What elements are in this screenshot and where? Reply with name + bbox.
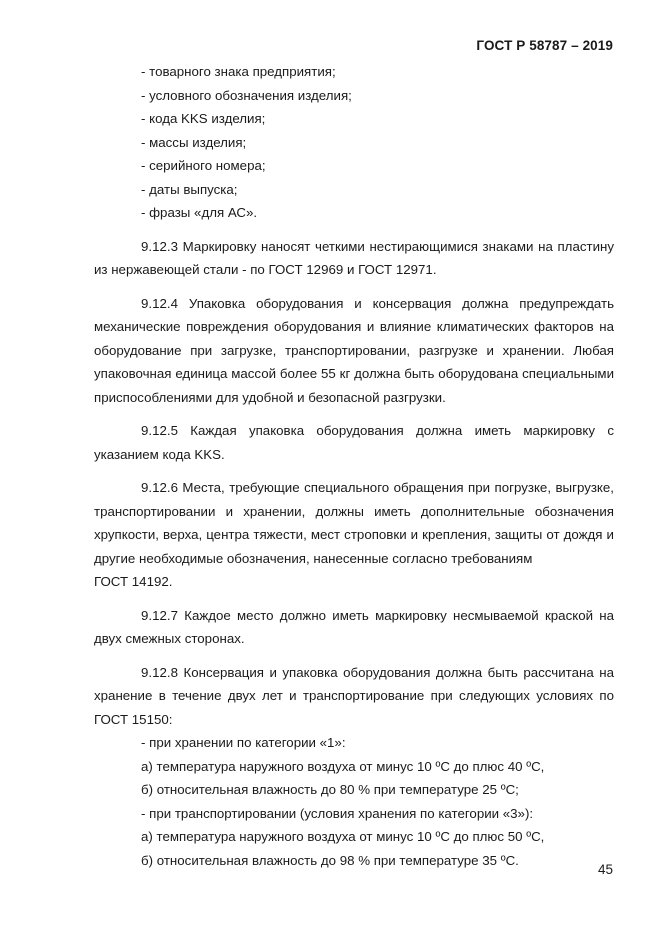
paragraph-9-12-3: 9.12.3 Маркировку наносят четкими нестирающимися знаками на пластину из нержавеющей стали - по ГОСТ 12969 и ГОСТ 12971. [94,238,614,277]
paragraph-9-12-8: 9.12.8 Консервация и упаковка оборудования должна быть рассчитана на хранение в течение двух лет и транспортирование при следующих условиях по ГОСТ 15150: [94,664,614,727]
list-item: - кода KKS изделия; [141,111,266,126]
paragraph-9-12-6-tail: ГОСТ 14192. [94,574,173,589]
list-item: - серийного номера; [141,158,266,173]
list-item: - товарного знака предприятия; [141,64,336,79]
paragraph-9-12-4: 9.12.4 Упаковка оборудования и консервация должна предупреждать механические повреждения оборудования и влияние климатических факторов на оборудование при загрузке, транспортировании, разгрузке и хранении. Любая упаковочная единица массой более 55 кг должна быть оборудована специальными приспособлениями для удобной и безопасной разгрузки. [94,295,614,405]
list-item: а) температура наружного воздуха от минус 10 ºС до плюс 50 ºС, [141,829,545,844]
list-item: - при транспортировании (условия хранения по категории «3»): [141,805,534,821]
paragraph-9-12-7: 9.12.7 Каждое место должно иметь маркировку несмываемой краской на двух смежных сторонах. [94,607,614,646]
paragraph-9-12-6: 9.12.6 Места, требующие специального обращения при погрузке, выгрузке, транспортировании и хранении, должны иметь дополнительные обозначения хрупкости, верха, центра тяжести, мест строповки и крепления, защиты от дождя и другие необходимые обозначения, нанесенные согласно требованиям [94,480,614,566]
list-item: - даты выпуска; [141,181,238,197]
list-item: - фразы «для АС». [141,205,258,220]
list-item: б) относительная влажность до 80 % при температуре 25 ºС; [141,782,519,797]
paragraph-9-12-5: 9.12.5 Каждая упаковка оборудования должна иметь маркировку с указанием кода KKS. [94,423,614,462]
document-code-header: ГОСТ Р 58787 – 2019 [476,38,613,53]
list-item: - при хранении по категории «1»: [141,735,346,750]
list-item: - массы изделия; [141,134,247,150]
list-item: б) относительная влажность до 98 % при температуре 35 ºС. [141,852,519,868]
page-number: 45 [597,862,613,877]
list-item: а) температура наружного воздуха от минус 10 ºС до плюс 40 ºС, [141,758,545,774]
list-item: - условного обозначения изделия; [141,87,352,103]
page-content [94,60,614,872]
